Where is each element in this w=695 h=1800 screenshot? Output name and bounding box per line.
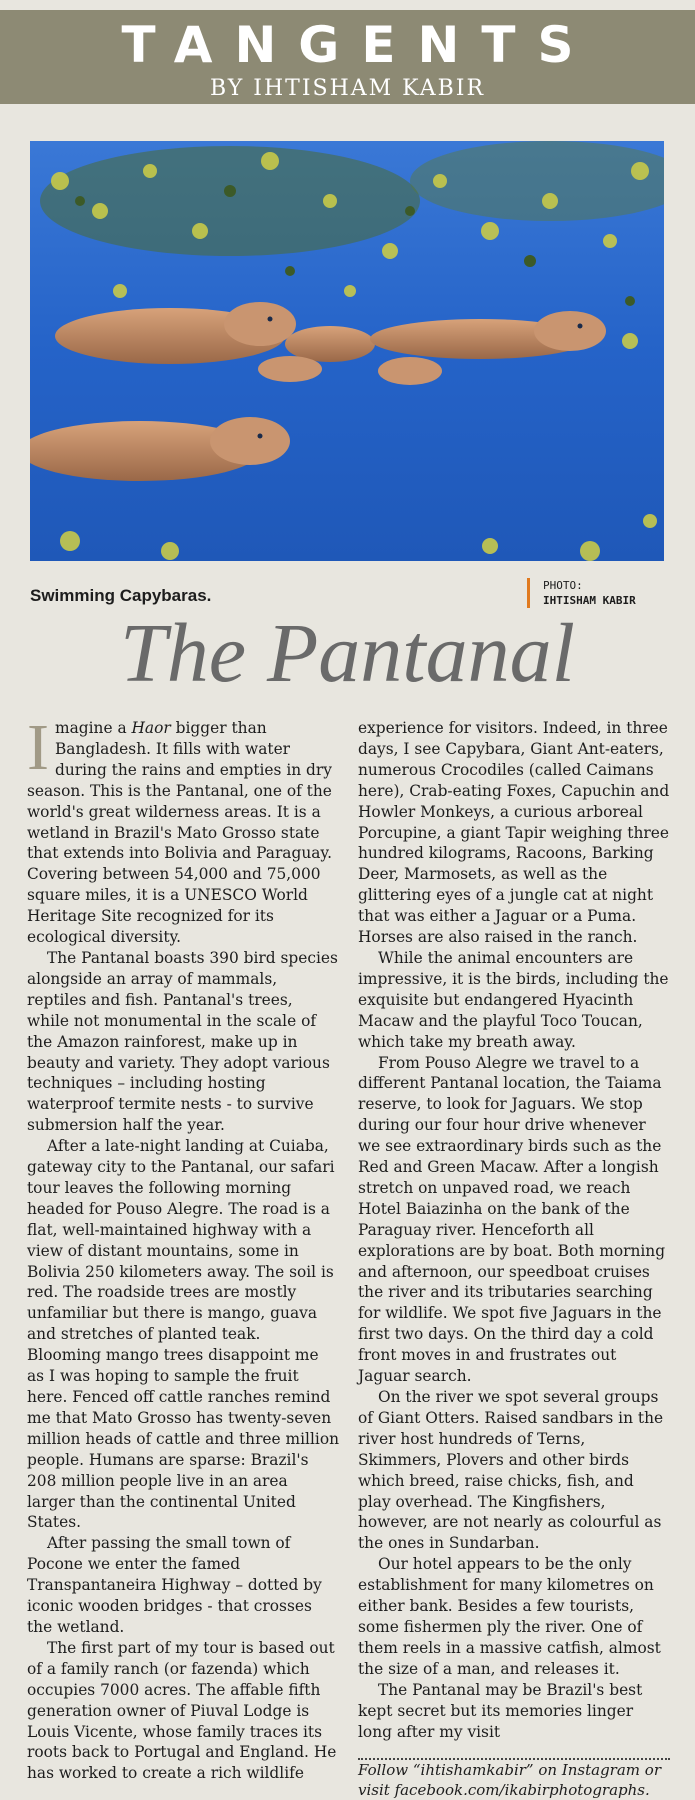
article-column-right [358,718,670,1800]
article-column-left [27,711,339,1784]
masthead-byline: BY IHTISHAM KABIR [209,76,486,101]
article-paragraph: While the animal encounters are impressive, it is the birds, including the exquisite but endangered Hyacinth Macaw and the playful Toco Toucan, which take my breath away. [358,948,669,1051]
article-paragraph: The first part of my tour is based out of a family ranch (or fazenda) which occupies 7000 acres. The affable fifth generation owner of Piuval Lodge is Louis Vicente, whose family traces its roots back to Portugal and England. He has worked to create a rich wildlife [27,1638,337,1783]
article-paragraph: The Pantanal may be Brazil's best kept secret but its memories linger long after my visit [358,1680,643,1741]
article-headline: The Pantanal [120,607,575,700]
follow-note: Follow “ihtishamkabir” on Instagram or visit facebook.com/ikabirphotographs. [358,1761,661,1800]
masthead-title: TANGENTS [121,16,596,74]
capybara-photo [30,141,664,561]
masthead [0,10,695,104]
article-paragraph: After a late-night landing at Cuiaba, gateway city to the Pantanal, our safari tour leaves the following morning headed for Pouso Alegre. The road is a flat, well-maintained highway with a view of distant mountains, some in Bolivia 250 kilometers away. The soil is red. The roadside trees are mostly unfamiliar but there is mango, guava and stretches of planted teak. Blooming mango trees disappoint me as I was hoping to sample the fruit here. Fenced off cattle ranches remind me that Mato Grosso has twenty-seven million heads of cattle and three million people. Humans are sparse: Brazil's 208 million people live in an area larger than the continental United States. [27,1137,339,1532]
article-paragraph: On the river we spot several groups of Giant Otters. Raised sandbars in the river host hundreds of Terns, Skimmers, Plovers and other birds which breed, raise chicks, fish, and play overhead. The Kingfishers, however, are not nearly as colourful as the ones in Sundarban. [358,1388,664,1553]
photo-credit-name: IHTISHAM KABIR [543,594,636,607]
article-paragraph: experience for visitors. Indeed, in three days, I see Capybara, Giant Ant-eaters, numerous Crocodiles (called Caimans here), Crab-eating Foxes, Capuchin and Howler Monkeys, a curious arboreal Porcupine, a giant Tapir weighing three hundred kilograms, Racoons, Barking Deer, Marmosets, as well as the glittering eyes of a jungle cat at night that was either a Jaguar or a Puma. Horses are also raised in the ranch. [358,719,670,947]
drop-cap: I [27,711,49,784]
article-paragraph: The Pantanal boasts 390 bird species alongside an array of mammals, reptiles and fish. Pantanal's trees, while not monumental in the scale of the Amazon rainforest, make up in beauty and variety. They adopt various techniques – including hosting waterproof termite nests - to survive submersion half the year. [27,948,338,1135]
article-paragraph: After passing the small town of Pocone we enter the famed Transpantaneira Highway – dotted by iconic wooden bridges - that crosses the wetland. [27,1534,322,1636]
photo-caption: Swimming Capybaras. [30,586,212,605]
article-paragraph: From Pouso Alegre we travel to a different Pantanal location, the Taiama reserve, to look for Jaguars. We stop during our four hour drive whenever we see extraordinary birds such as the Red and Green Macaw. After a longish stretch on unpaved road, we reach Hotel Baiazinha on the bank of the Paraguay river. Henceforth all explorations are by boat. Both morning and afternoon, our speedboat cruises the river and its tributaries searching for wildlife. We spot five Jaguars in the first two days. On the third day a cold front moves in and frustrates out Jaguar search. [358,1053,666,1386]
photo-credit [527,578,636,608]
article-paragraph: Our hotel appears to be the only establishment for many kilometres on either bank. Besides a few tourists, some fishermen ply the river. One of them reels in a massive catfish, almost the size of a man, and releases it. [358,1555,661,1678]
photo-credit-label: PHOTO: [543,579,583,592]
article-paragraph: Imagine a Haor bigger than Bangladesh. It fills with water during the rains and empties in dry season. This is the Pantanal, one of the world's great wilderness areas. It is a wetland in Brazil's Mato Grosso state that extends into Bolivia and Paraguay. Covering between 54,000 and 75,000 square miles, it is a UNESCO World Heritage Site recognized for its ecological diversity. [27,711,332,947]
